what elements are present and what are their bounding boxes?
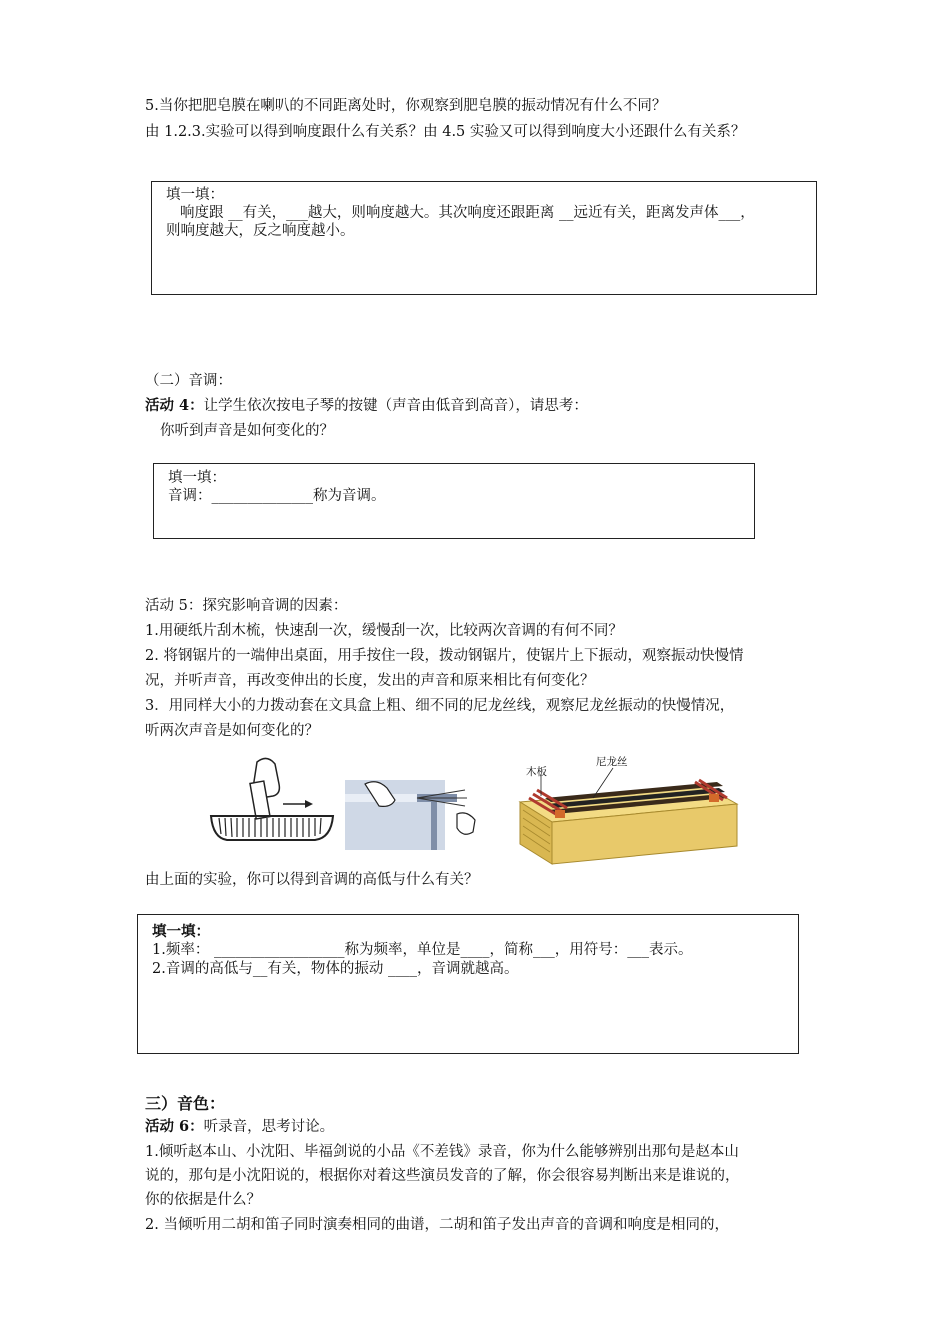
activity-5-item: 听两次声音是如何变化的？	[145, 723, 319, 739]
activity-6-item: 说的，那句是小沈阳说的，根据你对着这些演员发音的了解，你会很容易判断出来是谁说的，	[145, 1168, 740, 1184]
activity-6	[145, 1117, 334, 1137]
fill-box-line: 则响度越大，反之响度越小。	[166, 223, 355, 239]
section-heading-pitch: （二）音调：	[145, 373, 232, 389]
activity-5-item: 2. 将钢锯片的一端伸出桌面，用手按住一段，拨动钢锯片，使锯片上下振动，观察振动快慢情	[145, 648, 744, 664]
pitch-conclusion-question: 由上面的实验，你可以得到音调的高低与什么有关？	[145, 872, 479, 888]
saw-blade-illustration	[345, 780, 485, 850]
fill-box-pitch	[153, 463, 755, 539]
question-5: 5.当你把肥皂膜在喇叭的不同距离处时，你观察到肥皂膜的振动情况有什么不同？	[145, 98, 667, 114]
activity-6-label: 活动 6：	[145, 1118, 204, 1135]
section-heading-timbre: 三）音色：	[145, 1094, 226, 1113]
activity-4-text: 让学生依次按电子琴的按键（声音由低音到高音），请思考：	[203, 398, 588, 414]
activity-4-question: 你听到声音是如何变化的？	[160, 423, 334, 439]
activity-5-item: 3．用同样大小的力拨动套在文具盒上粗、细不同的尼龙丝线，观察尼龙丝振动的快慢情况，	[145, 698, 735, 714]
activity-5-title: 活动 5：探究影响音调的因素：	[145, 598, 348, 614]
fill-box-title: 填一填：	[168, 470, 226, 486]
fill-box-title: 填一填：	[152, 923, 210, 940]
activity-6-text: 听录音，思考讨论。	[203, 1119, 335, 1135]
comb-card-illustration	[205, 752, 340, 852]
figure-label-wood: 木板	[526, 766, 547, 778]
fill-box-line: 响度跟 __有关，___越大，则响度越大。其次响度还跟距离 __远近有关，距离发声体___，	[180, 205, 755, 221]
activity-5-item: 1.用硬纸片刮木梳，快速刮一次，缓慢刮一次，比较两次音调的有何不同？	[145, 623, 623, 639]
fill-box-frequency	[137, 914, 799, 1054]
activity-6-item: 2. 当倾听用二胡和笛子同时演奏相同的曲谱，二胡和笛子发出声音的音调和响度是相同的，	[145, 1217, 729, 1233]
loudness-summary-question: 由 1.2.3.实验可以得到响度跟什么有关系？由 4.5 实验又可以得到响度大小还跟什么有关系？	[145, 124, 746, 140]
figure-label-nylon: 尼龙丝	[596, 756, 628, 768]
fill-box-title: 填一填：	[166, 187, 224, 203]
activity-5-item: 况，并听声音，再改变伸出的长度，发出的声音和原来相比有何变化？	[145, 673, 595, 689]
fill-box-line: 音调：______________称为音调。	[168, 488, 386, 504]
fill-box-line: 1.频率： __________________称为频率，单位是____，简称___，用符号：___表示。	[152, 942, 693, 958]
activity-4-label: 活动 4：	[145, 397, 204, 414]
activity-6-item: 1.倾听赵本山、小沈阳、毕福剑说的小品《不差钱》录音，你为什么能够辨别出那句是赵本山	[145, 1144, 739, 1160]
activity-4	[145, 396, 588, 416]
fill-box-loudness	[151, 181, 817, 295]
fill-box-line: 2.音调的高低与__有关，物体的振动 ____，音调就越高。	[152, 961, 519, 977]
activity-6-item: 你的依据是什么？	[145, 1192, 261, 1208]
